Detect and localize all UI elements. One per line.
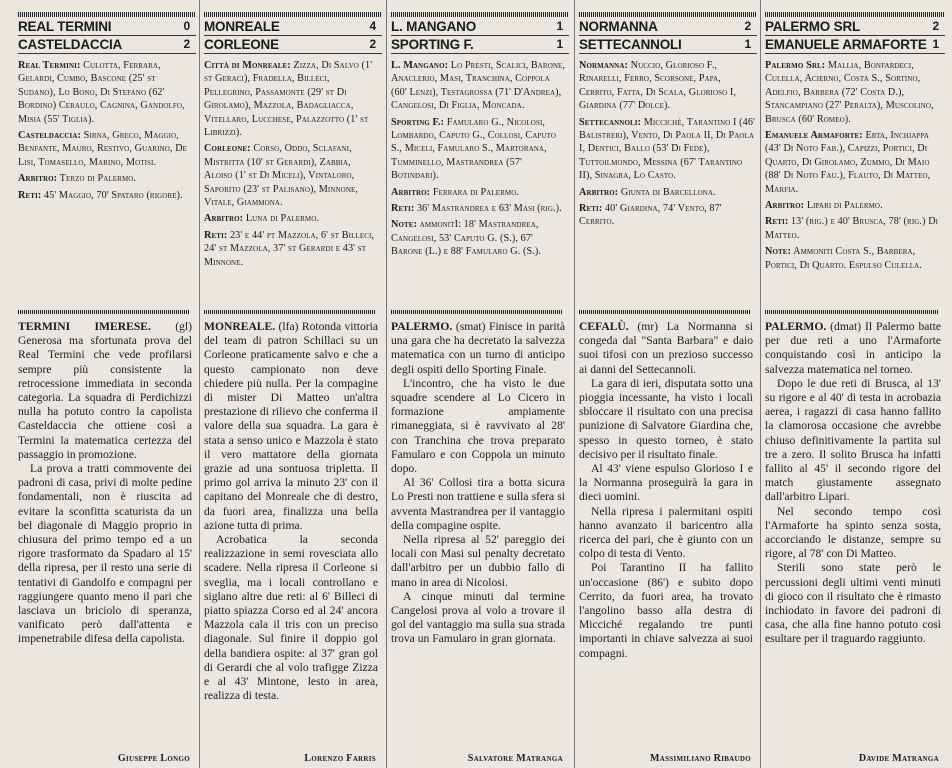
lineup-line bbox=[765, 199, 943, 212]
report-paragraph: Dopo le due reti di Brusca, al 13' su rigore e al 40' di testa in acrobazia aerea, i ragazzi di casa hanno fallito la clamorosa occasione che avrebbe chiuso definitivamente la partita sul tre a zero. Il solito Brusca ha infatti fallito al 45' il secondo rigore del match giustamente assegnato dall'arbitro Lipari. bbox=[765, 376, 941, 504]
match-lineups bbox=[765, 59, 945, 272]
match-lineups bbox=[579, 59, 757, 229]
lineup-text: 36' Mastrandrea e 63' Masi (rig.). bbox=[414, 203, 562, 215]
lineup-line bbox=[18, 59, 194, 126]
header-rule bbox=[204, 12, 382, 17]
away-team-score: 1 bbox=[932, 37, 939, 51]
lineup-line bbox=[579, 202, 755, 229]
header-rule bbox=[765, 12, 945, 17]
lineup-text: Sirna, Greco, Maggio, Benfante, Mauro, Restivo, Guarino, De Lisi, Tomasello, Marino, Motisi. bbox=[18, 130, 188, 168]
home-team-name: PALERMO SRL bbox=[765, 19, 861, 34]
away-team-score: 1 bbox=[744, 37, 751, 51]
match-report bbox=[579, 320, 753, 661]
report-dateline: PALERMO. bbox=[765, 320, 827, 333]
lineup-label: Emanuele Armaforte: bbox=[765, 130, 863, 142]
home-team-score: 2 bbox=[932, 19, 939, 33]
lineup-line bbox=[391, 202, 567, 215]
author-byline: Giuseppe Longo bbox=[117, 753, 190, 764]
lineup-label: L. Mangano: bbox=[391, 60, 449, 71]
section-divider bbox=[204, 310, 376, 314]
lineup-text: Luna di Palermo. bbox=[243, 213, 320, 225]
report-dateline: MONREALE. bbox=[204, 320, 276, 333]
match-column-5 bbox=[765, 0, 945, 768]
author-byline: Salvatore Matranga bbox=[467, 753, 563, 764]
lineup-line bbox=[391, 186, 567, 199]
lineup-line bbox=[391, 59, 567, 113]
match-report bbox=[391, 320, 565, 647]
lineup-line bbox=[765, 215, 943, 242]
away-team-name: CASTELDACCIA bbox=[18, 37, 123, 52]
column-rule bbox=[386, 0, 387, 768]
lineup-text: Terzo di Palermo. bbox=[57, 173, 137, 185]
header-rule bbox=[579, 12, 757, 17]
lineup-text: Micciché, Tarantino I (46' Balistreri), Vento, Di Paola II, Di Paola I, Dentici, Ballo (53' Di Fede), Tuttoilmondo, Messina (67' Tarantino II), Sinagra, Lo Casto. bbox=[579, 116, 755, 182]
header-rule bbox=[391, 12, 569, 17]
lineup-line bbox=[579, 116, 755, 183]
lineup-label: Arbitro: bbox=[765, 200, 805, 212]
section-divider bbox=[765, 310, 939, 314]
lineup-text: Culotta, Ferrara, Gelardi, Cumbo, Bascone (25' st Sudano), Lo Bono, Di Stefano (62' Bordino) Ceraulo, Cagnina, Gandolfo, Misia (55' Tiglia). bbox=[18, 60, 185, 125]
lineup-label: Arbitro: bbox=[18, 173, 58, 185]
lineup-text: Nuccio, Glorioso F., Rinarelli, Ferro, Scorsone, Papa, Cerrito, Fatta, Di Scala, Glorioso I, Giardina (77' Dolce). bbox=[579, 60, 737, 112]
lineup-label: Reti: bbox=[18, 189, 42, 201]
away-team-name: SPORTING F. bbox=[391, 37, 474, 52]
away-team-row bbox=[18, 36, 196, 54]
lineup-text: Giunta di Barcellona. bbox=[618, 186, 716, 198]
home-team-row bbox=[204, 18, 382, 36]
lineup-text: 45' Maggio, 70' Spataro (rigore). bbox=[41, 189, 183, 201]
lineup-line bbox=[579, 186, 755, 199]
report-dateline: TERMINI IMERESE. bbox=[18, 320, 151, 333]
away-team-row bbox=[204, 36, 382, 54]
lineup-label: Arbitro: bbox=[204, 213, 244, 225]
lineup-label: Sporting F.: bbox=[391, 116, 445, 128]
lineup-label: Arbitro: bbox=[391, 186, 431, 198]
match-report bbox=[765, 320, 941, 647]
lineup-text: 23' e 44' pt Mazzola, 6' st Billeci, 24' st Mazzola, 37' st Gerardi e 43' st Minnone. bbox=[204, 229, 375, 268]
report-text: (gl) Generosa ma sfortunata prova del Real Termini che vede profilarsi sempre più consistente la retrocessione immediata in seconda categoria. La squadra di Perdichizzi nulla ha potuto contro la capolista Casteldaccia che ottiene così a Termini la matematica certezza del passaggio in promozione. bbox=[18, 320, 192, 461]
report-paragraph: Sterili sono state però le percussioni degli ultimi venti minuti di gioco con il risultato che è rimasto inchiodato in favore dei padroni di casa, che alla fine hanno potuto così esultare per il traguardo raggiunto. bbox=[765, 561, 941, 646]
match-lineups bbox=[391, 59, 569, 259]
report-text: (lfa) Rotonda vittoria del team di patron Schillaci su un Corleone praticamente salvo e che a questo campionato non deve chiedere più nulla. Per la compagine di mister Di Matteo un'altra prestazione di rilievo che conferma il valore della sua squadra. La gara è stata a senso unico e Mazzola è stato il vero mattatore della giornata grazie ad una sontuosa tripletta. Il primo gol arriva la minuto 23' con il capitano del Monreale che di destro, da fuori area, finalizza una bella azione tutta di prima. bbox=[204, 320, 378, 532]
report-paragraph: L'incontro, che ha visto le due squadre scendere al Lo Cicero in formazione ampiamente rimaneggiata, si è ravvivato al 28' con Tranchina che trova preparato Famularo e con Coppola un minuto dopo. bbox=[391, 376, 565, 476]
lineup-line bbox=[765, 129, 943, 196]
away-team-row bbox=[765, 36, 945, 54]
lineup-label: Palermo Srl: bbox=[765, 60, 826, 71]
report-paragraph bbox=[765, 320, 941, 377]
away-team-name: SETTECANNOLI bbox=[579, 37, 682, 52]
lineup-label: Casteldaccia: bbox=[18, 130, 82, 142]
report-paragraph: Acrobatica la seconda realizzazione in semi rovesciata allo scadere. Nella ripresa il Corleone si sveglia, ma i locali controllano e siglano altre due reti: al 6' Billeci di piatto spiazza Corso ed al 24' ancora Mazzola cala il tris con un preciso diagonale. Sul finire il doppio gol della bandiera ospite: al 37' gran gol di Gerardi che al volo trafigge Zizza e al 43' Mintone, lesto in area, realizza di testa. bbox=[204, 533, 378, 703]
report-paragraph: Nel secondo tempo così l'Armaforte ha spinto senza sosta, accorciando le distanze, sempre su rigore, al 78' con Di Matteo. bbox=[765, 504, 941, 561]
lineup-label: Settecannoli: bbox=[579, 116, 642, 128]
away-team-score: 1 bbox=[556, 37, 563, 51]
lineup-line bbox=[204, 229, 380, 269]
lineup-text: Corso, Oddo, Sclafani, Mistritta (10' st Gerardi), Zabbia, Aloiso (1' st Di Miceli), Vintaloro, Saporito (23' st Palisano), Minnone, Vitale, Giammona. bbox=[204, 143, 359, 209]
match-lineups bbox=[204, 59, 382, 269]
report-paragraph bbox=[579, 320, 753, 377]
lineup-text: 40' Giardina, 74' Vento, 87' Cerrito. bbox=[579, 203, 722, 228]
home-team-score: 2 bbox=[744, 19, 751, 33]
report-paragraph: Poi Tarantino II ha fallito un'occasione (86') e subito dopo Cerrito, da fuori area, ha trovato l'angolino basso alla destra di Micciché regalando tre punti importanti in chiave salvezza ai suoi compagni. bbox=[579, 561, 753, 660]
column-rule bbox=[574, 0, 575, 768]
lineup-line bbox=[579, 59, 755, 113]
report-paragraph bbox=[204, 320, 378, 533]
report-text: (dmat) Il Palermo batte per due reti a uno l'Armaforte conquistando così in anticipo la salvezza matematica nel torneo. bbox=[765, 320, 941, 376]
home-team-name: NORMANNA bbox=[579, 19, 658, 34]
match-lineups bbox=[18, 59, 196, 202]
lineup-label: Città di Monreale: bbox=[204, 60, 291, 71]
away-team-name: EMANUELE ARMAFORTE bbox=[765, 37, 927, 52]
away-team-score: 2 bbox=[183, 37, 190, 51]
lineup-label: Reti: bbox=[765, 216, 789, 228]
away-team-score: 2 bbox=[369, 37, 376, 51]
author-byline: Davide Matranga bbox=[858, 753, 939, 764]
lineup-text: Lo Presti, Scalici, Barone, Anaclerio, Masi, Tranchina, Coppola (60' Lenzi), Testagrossa (71' D'Andrea), Cangelosi, Di Figlia, Moncada. bbox=[391, 60, 566, 112]
home-team-row bbox=[18, 18, 196, 36]
lineup-text: Lipari di Palermo. bbox=[804, 200, 883, 212]
lineup-text: 13' (rig.) e 40' Brusca, 78' (rig.) Di Matteo. bbox=[765, 216, 939, 241]
match-report bbox=[18, 320, 192, 647]
home-team-score: 0 bbox=[183, 19, 190, 33]
report-text: (mr) La Normanna si congeda dal "Santa Barbara" e daio suoi tifosi con un prezioso successo ai danni del Settecannoli. bbox=[579, 320, 753, 376]
home-team-row bbox=[579, 18, 757, 36]
column-rule bbox=[760, 0, 761, 768]
lineup-line bbox=[18, 189, 194, 202]
lineup-text: Mallia, Bonfardeci, Culella, Acierno, Costa S., Sortino, Adelfio, Barbera (72' Costa D.), Stancampiano (27' Peralta), Muscolino, Brusca (60' Romeo). bbox=[765, 60, 934, 125]
lineup-label: Real Termini: bbox=[18, 60, 81, 71]
report-paragraph: Nella ripresa i palermitani ospiti hanno avanzato il baricentro alla ricerca del pari, che è giunto con un colpo di testa di Vento. bbox=[579, 504, 753, 561]
lineup-line bbox=[204, 212, 380, 225]
match-column-4 bbox=[579, 0, 757, 768]
report-paragraph: Al 36' Collosi tira a botta sicura Lo Presti non trattiene e sulla sfera si avventa Mastrandrea per il vantaggio della compagine ospite. bbox=[391, 476, 565, 532]
report-paragraph bbox=[391, 320, 565, 377]
lineup-line bbox=[391, 116, 567, 183]
report-paragraph: La prova a tratti commovente dei padroni di casa, privi di molte pedine fondamentali, non è riuscita ad evitare la sconfitta scaturista da un bel diagonale di Maggio proprio in chiusura del primo tempo ed a un rigore trasformato da Spadaro al 15' della ripresa, per il resto una serie di tentativi di Gandolfo e compagni per raggiungere quanto meno il pari che lasciava un briciolo di speranza, vanificato però dall'attenta e impenetrabile difesa della capolista. bbox=[18, 462, 192, 646]
lineup-line bbox=[765, 59, 943, 126]
report-paragraph: A cinque minuti dal termine Cangelosi prova al volo a trovare il gol del vantaggio ma sulla sua strada trova un Famularo in gran giornata. bbox=[391, 589, 565, 646]
lineup-label: Corleone: bbox=[204, 143, 251, 155]
lineup-label: Reti: bbox=[204, 229, 228, 241]
report-paragraph: La gara di ieri, disputata sotto una pioggia incessante, ha visto i locali sbloccare il risultato con una precisa punizione di Salvatore Giardina che, spesso in questo torneo, è stato decisivo per il risultato finale. bbox=[579, 376, 753, 461]
lineup-label: Reti: bbox=[579, 203, 603, 215]
lineup-label: Note: bbox=[391, 219, 418, 231]
lineup-line bbox=[18, 129, 194, 169]
report-paragraph: Al 43' viene espulso Glorioso I e la Normanna proseguirà la gara in dieci uomini. bbox=[579, 462, 753, 504]
lineup-text: Zizza, Di Salvo (1' st Geraci), Fradella, Billeci, Pellegrino, Passamonte (29' st Di Girolamo), Mazzola, Badagliacca, Vitellaro, Lucchese, Palazzotto (1' st Librizzi). bbox=[204, 60, 373, 139]
section-divider bbox=[579, 310, 751, 314]
match-column-1 bbox=[18, 0, 196, 768]
lineup-line bbox=[18, 172, 194, 185]
lineup-label: Normanna: bbox=[579, 60, 628, 71]
author-byline: Lorenzo Farris bbox=[304, 753, 376, 764]
lineup-line bbox=[391, 218, 567, 258]
author-byline: Massimiliano Ribaudo bbox=[649, 753, 751, 764]
home-team-name: MONREALE bbox=[204, 19, 280, 34]
match-report bbox=[204, 320, 378, 703]
home-team-row bbox=[391, 18, 569, 36]
lineup-label: Reti: bbox=[391, 203, 415, 215]
report-text: (smat) Finisce in parità una gara che ha decretato la salvezza matematica con un turno di anticipo degli ospiti dello Sporting Finale. bbox=[391, 320, 565, 376]
home-team-name: REAL TERMINI bbox=[18, 19, 112, 34]
report-paragraph: Nella ripresa al 52' pareggio dei locali con Masi sul penalty decretato dall'arbitro per un dubbio fallo di mano in area di Nicolosi. bbox=[391, 533, 565, 589]
lineup-line bbox=[765, 245, 943, 272]
away-team-row bbox=[579, 36, 757, 54]
lineup-line bbox=[204, 59, 380, 139]
home-team-score: 1 bbox=[556, 19, 563, 33]
lineup-text: Famularo G., Nicolosi, Lombardo, Caputo G., Collosi, Caputo S., Miceli, Famularo S., Martorana, Tumminello, Mastrandrea (57' Botindari). bbox=[391, 116, 557, 182]
home-team-name: L. MANGANO bbox=[391, 19, 476, 34]
match-column-3 bbox=[391, 0, 569, 768]
report-dateline: CEFALÙ. bbox=[579, 320, 629, 333]
match-column-2 bbox=[204, 0, 382, 768]
lineup-text: ammonitI: 18' Mastrandrea, Cangelosi, 53' Caputo G. (S.), 67' Barone (L.) e 88' Famularo G. (S.). bbox=[391, 219, 542, 258]
lineup-text: Ammoniti Costa S., Barbera, Portici, Di Quarto. Espulso Culella. bbox=[765, 246, 922, 271]
lineup-label: Arbitro: bbox=[579, 186, 619, 198]
lineup-line bbox=[204, 142, 380, 209]
column-rule bbox=[199, 0, 200, 768]
lineup-text: Ferrara di Palermo. bbox=[430, 186, 520, 198]
home-team-score: 4 bbox=[369, 19, 376, 33]
header-rule bbox=[18, 12, 196, 17]
lineup-text: Erta, Inchiappa (43' Di Noto Fab.), Capizzi, Portici, Di Quarto, Di Girolamo, Zummo, Di Maio (88' Di Noto Fau.), Flauto, Di Matteo, Marfia. bbox=[765, 130, 931, 195]
home-team-row bbox=[765, 18, 945, 36]
section-divider bbox=[391, 310, 563, 314]
lineup-label: Note: bbox=[765, 246, 792, 258]
report-paragraph bbox=[18, 320, 192, 462]
away-team-name: CORLEONE bbox=[204, 37, 279, 52]
report-dateline: PALERMO. bbox=[391, 320, 453, 333]
section-divider bbox=[18, 310, 190, 314]
away-team-row bbox=[391, 36, 569, 54]
